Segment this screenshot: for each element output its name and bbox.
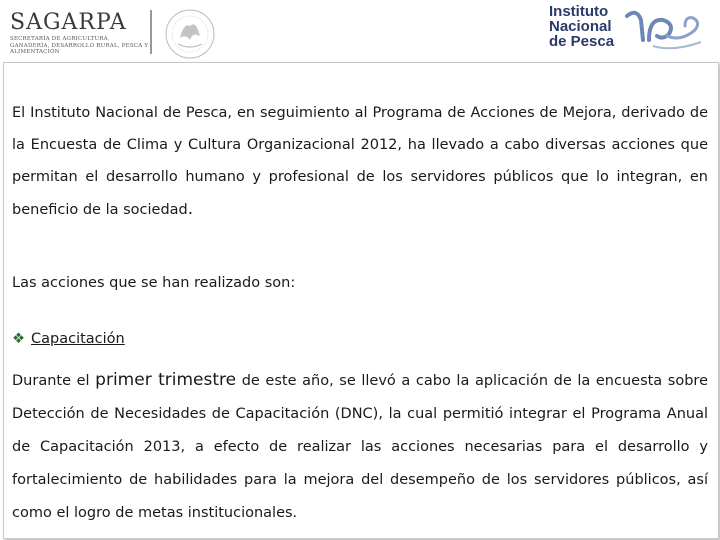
diamond-bullet-icon: ❖: [12, 331, 25, 347]
p3-rest: de este año, se llevó a cabo la aplicación de la encuesta sobre Detección de Necesidades de Capacitación (DNC), la cual permitió integrar el Programa Anual de Capacitación 2013, a efecto de realizar las acciones necesarias para el desarrollo y fortalecimiento de habilidades para la mejora del desempeño de los servidores públicos, así como el logro de metas institucionales.: [12, 373, 708, 521]
institute-name: El Instituto Nacional de Pesca: [12, 105, 228, 121]
page-header: [0, 0, 720, 62]
inp-line-1: Instituto: [549, 3, 609, 20]
intro-paragraph: [12, 97, 708, 226]
sagarpa-logo: [4, 6, 214, 62]
p3-start: Durante el: [12, 373, 96, 389]
actions-heading: Las acciones que se han realizado son:: [12, 275, 296, 291]
capacitacion-paragraph: [12, 364, 708, 530]
intro-period: .: [187, 199, 194, 219]
sagarpa-subtitle: SECRETARÍA DE AGRICULTURA, GANADERÍA, DESARROLLO RURAL, PESCA Y ALIMENTACIÓN: [10, 36, 149, 55]
bullet-label: Capacitación: [31, 331, 125, 347]
intro-text: , en seguimiento al Programa de Acciones de Mejora, derivado de la Encuesta de Clima y Cultura Organizacional 2012, ha llevado a cabo diversas acciones que permitan el desarrollo humano y profesional de los servidores públicos que lo integran, en beneficio de la sociedad: [12, 105, 708, 218]
bullet-capacitacion: [12, 329, 708, 349]
inp-logo-text: [549, 4, 614, 49]
first-quarter-highlight: primer trimestre: [95, 370, 237, 390]
logo-divider: [150, 10, 152, 54]
sagarpa-title: SAGARPA: [10, 10, 127, 35]
mexico-seal-icon: [162, 8, 218, 60]
inp-fish-icon: [623, 6, 707, 54]
content-panel: [3, 62, 719, 539]
inp-line-2: Nacional: [549, 18, 612, 35]
inp-line-3: de Pesca: [549, 33, 615, 50]
inp-logo: [545, 4, 710, 58]
